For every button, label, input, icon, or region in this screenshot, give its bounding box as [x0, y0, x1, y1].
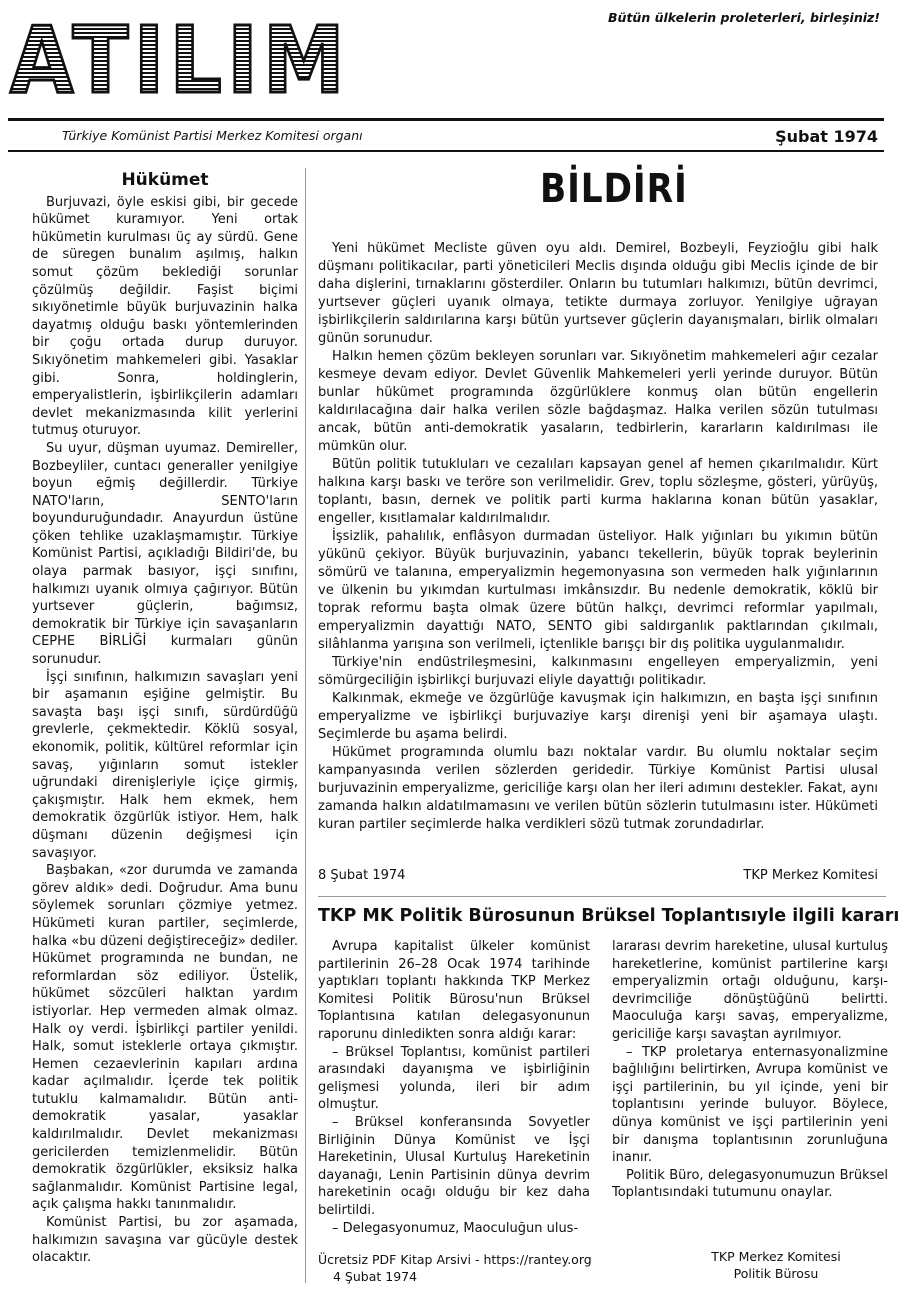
bildiri-paragraph: Hükümet programında olumlu bazı noktalar vardır. Bu olumlu noktalar seçim kampanyasında verilen sözlerden geridedir. Türkiye Komünist Partisi ulusal burjuvazinin emperyalizme, gericiliğe karşı olan her ileri adımını destekler. Fakat, aynı zamanda halkın aldatılmamasını ve verilen bütün sözlerin tutulmasını ister. Hükümeti kuran partiler seçimlerde halka verdikleri sözü tutmak zorundadırlar.	[318, 745, 878, 832]
hukumet-paragraph: Su uyur, düşman uyumaz. Demireller, Bozbeyliler, cuntacı generaller yenilgiye boyun eğmiş değillerdir. Türkiye NATO'ların, SENTO'ların boyunduruğundadır. Anayurdun üstüne çöken tehlike uzaklaşmamıştır. Türkiye Komünist Partisi, açıkladığı Bildiri'de, bu olaya parmak basıyor, işçi sınıfını, halkımızı uyanık olmıya çağırıyor. Bütün yurtsever güçlerin, bağımsız, demokratik bir Türkiye için savaşanların CEPHE BİRLİĞİ kurmaları günün sorunudur.	[32, 440, 298, 668]
bruksel-paragraph: – Brüksel konferansında Sovyetler Birliğinin Dünya Komünist ve İşçi Hareketinin, Ulusal Kurtuluş Hareketinin dayanağı, Lenin Partisinin dünya devrim hareketinin ocağı olduğu bir kez daha belirtildi.	[318, 1114, 590, 1218]
bildiri-paragraph: Bütün politik tutukluları ve cezalıları kapsayan genel af hemen çıkarılmalıdır. Kürt halkına karşı baskı ve teröre son verilmelidir. Grev, toplu sözleşme, gösteri, yürüyüş, toplantı, basın, dernek ve politik parti kurma haklarına konan bütün yasaklar, engeller, kısıtlamalar kaldırılmalıdır.	[318, 457, 878, 526]
bildiri-paragraph: İşsizlik, pahalılık, enflâsyon durmadan üsteliyor. Halk yığınları bu yıkımın bütün yükünü çekiyor. Büyük burjuvazinin, yabancı tekellerin, büyük toprak beylerinin sömürü ve talanına, emperyalizmin hegemonyasına son vermeden halk yığınlarının ve ülkenin bu yıkımdan kurtulması imkânsızdır. Bu nedenle demokratik, köklü bir toprak reformu başta olmak üzere bütün halkçı, devrimci reformlar yapılmalı, emperyalizmin dayattığı NATO, SENTO gibi saldırganlık paktlarından çıkılmalı, silâhlanma yarışına son verilmeli, içtenlikle barışçı bir dış politika uygulanmalıdır.	[318, 529, 878, 652]
watermark-text: Ücretsiz PDF Kitap Arsivi - https://rantey.org	[318, 1252, 592, 1267]
column-divider	[305, 168, 306, 1283]
signature-line: Politik Bürosu	[733, 1266, 819, 1281]
signature-line: TKP Merkez Komitesi	[711, 1249, 841, 1264]
header-rule	[8, 118, 884, 121]
bruksel-paragraph: – Brüksel Toplantısı, komünist partileri arasındaki dayanışma ve işbirliğinin gelişmesi yolunda, ileri bir adım olmuştur.	[318, 1044, 590, 1113]
bildiri-title: BİLDİRİ	[540, 166, 688, 212]
bildiri-date: 8 Şubat 1974	[318, 868, 406, 883]
organ-subtitle: Türkiye Komünist Partisi Merkez Komitesi organı	[62, 128, 363, 143]
bruksel-title: TKP MK Politik Bürosunun Brüksel Toplantısıyle ilgili kararı	[318, 906, 900, 926]
bruksel-date: 4 Şubat 1974	[333, 1269, 418, 1284]
bildiri-paragraph: Kalkınmak, ekmeğe ve özgürlüğe kavuşmak için halkımızın, en başta işçi sınıfının emperyalizme ve işbirlikçi burjuvaziye karşı direnişi yeni bir aşamaya ulaştı. Seçimlerde bu aşama belirdi.	[318, 691, 878, 742]
header-rule-bottom	[8, 150, 884, 152]
hukumet-article	[32, 172, 298, 1267]
bruksel-paragraph: lararası devrim hareketine, ulusal kurtuluş hareketlerine, komünist partilerine karşı emperyalizmin ortağı olduğunu, karşı-devrimciliğe dönüştüğünü belirtti. Maoculuğa karşı savaş, emperyalizme, gericiliğe karşı savaştan ayrılmıyor.	[612, 939, 888, 1042]
bruksel-paragraph: – TKP proletarya enternasyonalizmine bağlılığını belirtirken, Avrupa komünist ve işçi partilerinin, bu yıl içinde, yeni bir toplantısını yerinde buluyor. Böylece, dünya komünist ve işçi partilerinin yeni bir danışma toplantısının zorunluğuna inanır.	[612, 1044, 888, 1166]
bildiri-paragraph: Türkiye'nin endüstrileşmesini, kalkınmasını engelleyen emperyalizmin, yeni sömürgeciliğin işbirlikçi burjuvazi eliyle dayattığı politikadır.	[318, 655, 878, 688]
bruksel-signature	[686, 1248, 866, 1282]
section-divider	[318, 896, 886, 897]
bruksel-paragraph: Politik Büro, delegasyonumuzun Brüksel Toplantısındaki tutumunu onaylar.	[612, 1167, 888, 1201]
bruksel-paragraph: – Delegasyonumuz, Maoculuğun ulus-	[332, 1220, 579, 1236]
masthead-logo	[8, 12, 358, 102]
motto: Bütün ülkelerin proleterleri, birleşiniz!	[608, 10, 880, 25]
hukumet-paragraph: Komünist Partisi, bu zor aşamada, halkımızın savaşına var gücüyle destek olacaktır.	[32, 1215, 298, 1266]
bruksel-column-b	[612, 938, 888, 1202]
bildiri-signature: TKP Merkez Komitesi	[743, 868, 878, 883]
bildiri-paragraph: Yeni hükümet Mecliste güven oyu aldı. Demirel, Bozbeyli, Feyzioğlu gibi halk düşmanı politikacılar, parti yöneticileri Meclis dışında olduğu gibi Meclis içinde de bir daha dişlerini, tırnaklarını gösterdiler. Onların bu tutumları halkımızı, bütün devrimci, yurtsever güçleri uyanık olmaya, tetikte durmaya zorluyor. Yenilgiye uğrayan işbirlikçilerin saldırılarına karşı bütün yurtsever güçlerin dayanışmaları, birlik olmaları günün sorunudur.	[318, 241, 878, 346]
hukumet-paragraph: Başbakan, «zor durumda ve zamanda görev aldık» dedi. Doğrudur. Ama bunu söylemek sorunları çözmiye yetmez. Hükümeti kuran partiler, seçimlerde, halka «bu düzeni değiştireceğiz» dediler. Hükümet programında ne bundan, ne reformlardan söz ediliyor. Üstelik, hükümet sözcüleri halktan yardım istiyorlar. Hep vermeden almak olmaz. Halk oy verdi. İşbirlikçi partiler yenildi. Halk, somut isteklerle ortaya çıkmıştır. Hemen cezaevlerinin kapıları ardına kadar açılmalıdır. İçerde tek politik tutuklu kalmamalıdır. Bütün anti-demokratik yasalar, yasaklar kaldırılmalıdır. Devlet mekanizması gericilerden temizlenmelidir. Bütün demokratik özgürlükler, eksiksiz halka sağlanmalıdır. Komünist Partisine legal, açık çalışma hakkı tanınmalıdır.	[32, 863, 298, 1213]
bildiri-article	[318, 240, 878, 834]
hukumet-title: Hükümet	[121, 170, 209, 190]
masthead-text: ATILIM	[10, 12, 350, 102]
bildiri-paragraph: Halkın hemen çözüm bekleyen sorunları var. Sıkıyönetim mahkemeleri ağır cezalar kesmeye devam ediyor. Devlet Güvenlik Mahkemeleri yerli yerinde duruyor. Bütün bunlar hükümet programında özgürlüklere konmuş olan bütün engellerin kaldırılacağına dair halka verilen sözle bağdaşmaz. Halka verilen sözün tutulması ancak, bütün anti-demokratik yasaların, tedbirlerin, kararların kaldırılması ile mümkün olur.	[318, 349, 878, 454]
bruksel-paragraph: Avrupa kapitalist ülkeler komünist partilerinin 26–28 Ocak 1974 tarihinde yaptıkları toplantı hakkında TKP Merkez Komitesi Politik Bürosu'nun Brüksel Toplantısına katılan delegasyonunun raporunu dinledikten sonra aldığı karar:	[318, 939, 590, 1042]
issue-date: Şubat 1974	[775, 127, 878, 146]
hukumet-paragraph: Burjuvazi, öyle eskisi gibi, bir gecede hükümet kuramıyor. Yeni ortak hükümetin kurulması üç ay sürdü. Gene de süregen bunalım aşılmış, halkın somut çözüm beklediği sorunlar çözülmüş değildir. Faşist biçimi sıkıyönetimle büyük burjuvazinin halka dayatmış olduğu baskı yöntemlerinden bir çoğu ortada durup duruyor. Sıkıyönetim mahkemeleri gibi. Yasaklar gibi. Sonra, holdinglerin, emperyalistlerin, işbirlikçilerin adamları devlet mekanizmasında kilit yerlerini tutmuş oturuyor.	[32, 194, 298, 439]
hukumet-paragraph: İşçi sınıfının, halkımızın savaşları yeni bir aşamanın eşiğine gelmiştir. Bu savaşta başı işçi sınıfı, sürdürdüğü grevlerle, çekmektedir. Köklü sosyal, ekonomik, politik, kültürel reformlar için savaş, yığınların somut istekler uğrundaki direnişleriyle içiçe girmiş, çakışmıştır. Halk hem ekmek, hem demokratik özgürlük istiyor. Hem, halk düşmanı düzenin değişmesi için savaşıyor.	[32, 669, 298, 861]
bruksel-column-a	[318, 938, 590, 1237]
